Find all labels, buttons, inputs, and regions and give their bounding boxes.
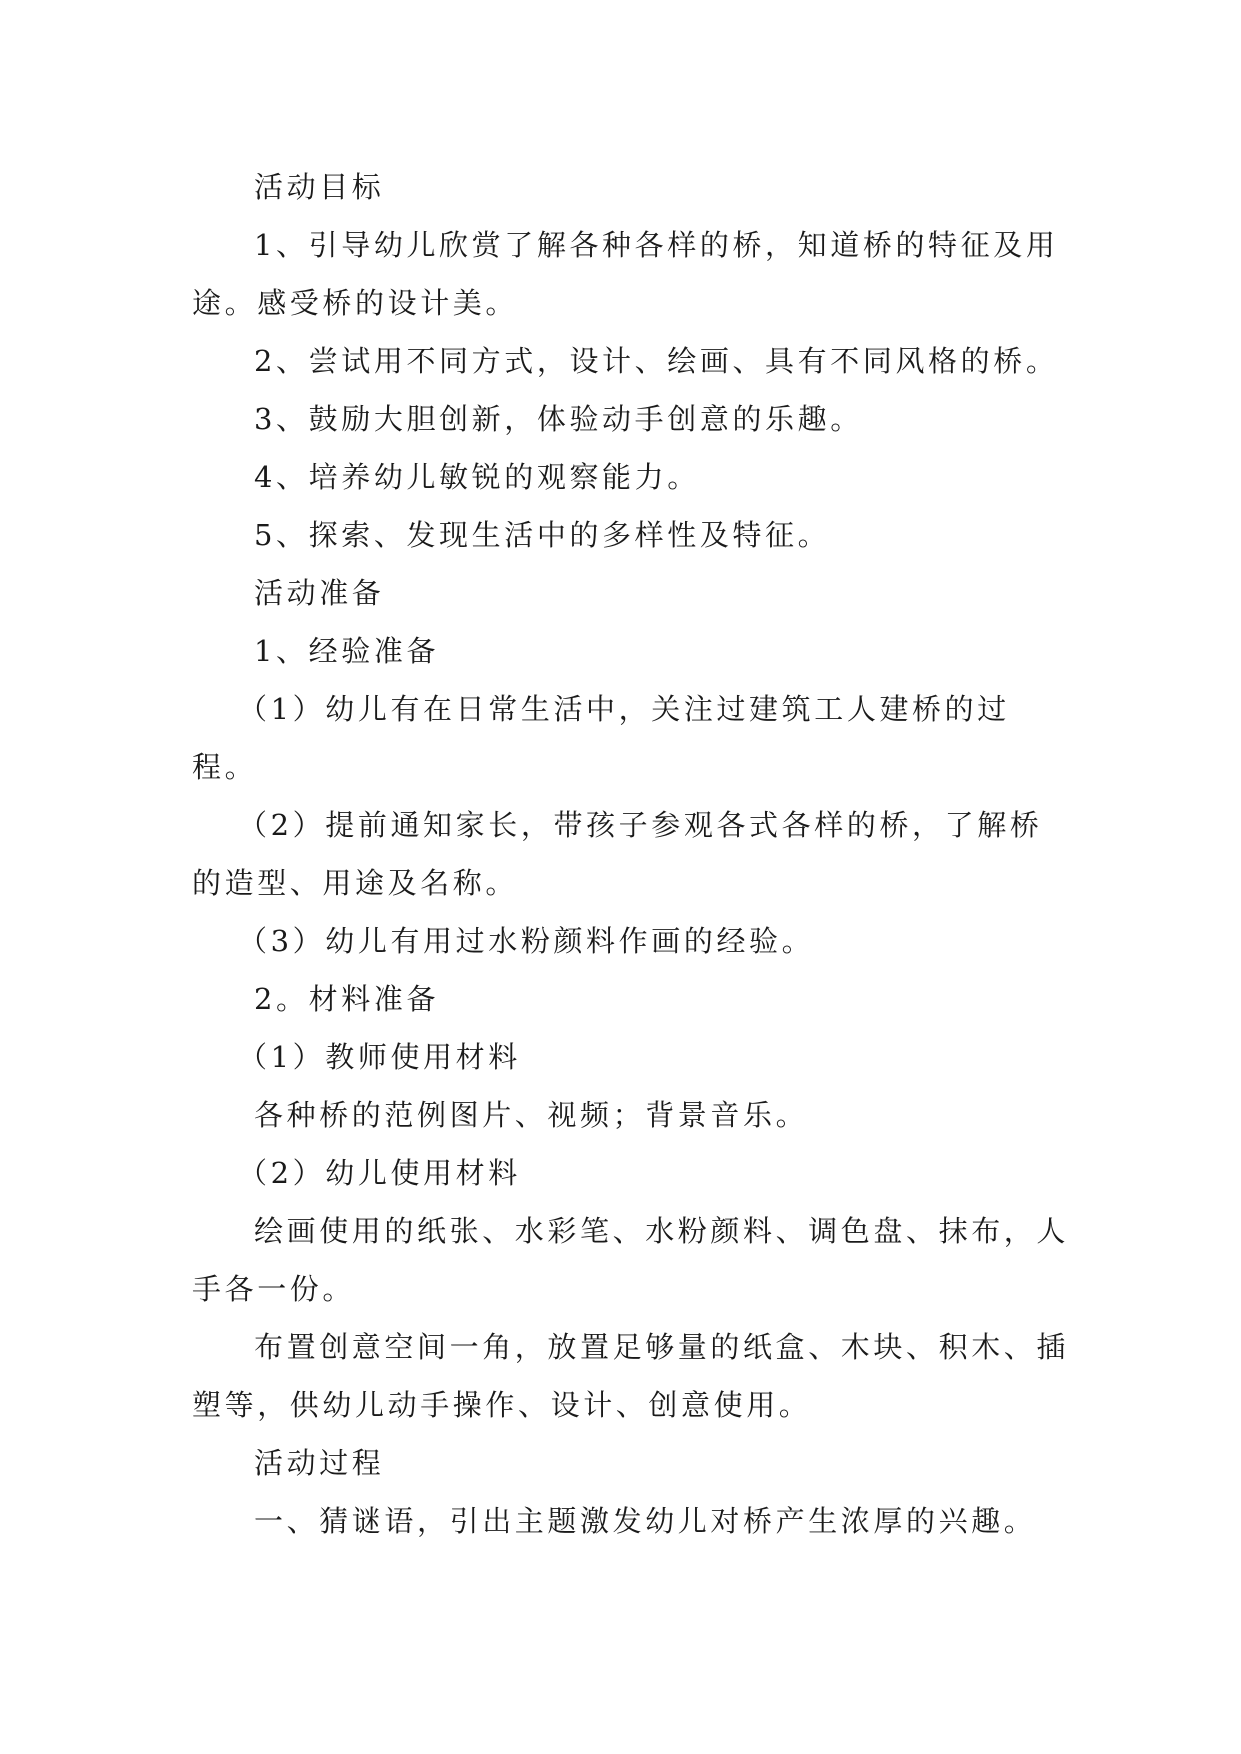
experience-item-1: （1）幼儿有在日常生活中，关注过建筑工人建桥的过程。 — [192, 692, 1010, 784]
heading-activity-goals: 活动目标 — [254, 170, 385, 204]
heading-activity-preparation: 活动准备 — [254, 576, 385, 610]
heading-activity-process: 活动过程 — [254, 1446, 385, 1480]
subheading-experience-preparation: 1、经验准备 — [254, 634, 440, 668]
goal-item-4: 4、培养幼儿敏锐的观察能力。 — [254, 460, 700, 494]
experience-item-2: （2）提前通知家长，带孩子参观各式各样的桥，了解桥的造型、用途及名称。 — [192, 808, 1043, 900]
child-materials-list: 绘画使用的纸张、水彩笔、水粉颜料、调色盘、抹布，人手各一份。 — [192, 1214, 1070, 1306]
goal-item-5: 5、探索、发现生活中的多样性及特征。 — [254, 518, 831, 552]
document-body — [192, 158, 1072, 1550]
goal-item-2: 2、尝试用不同方式，设计、绘画、具有不同风格的桥。 — [254, 344, 1059, 378]
process-step-1: 一、猜谜语，引出主题激发幼儿对桥产生浓厚的兴趣。 — [254, 1504, 1037, 1538]
teacher-materials-list: 各种桥的范例图片、视频；背景音乐。 — [254, 1098, 809, 1132]
subheading-teacher-materials: （1）教师使用材料 — [238, 1040, 521, 1074]
goal-item-1: 1、引导幼儿欣赏了解各种各样的桥，知道桥的特征及用途。感受桥的设计美。 — [192, 228, 1059, 320]
subheading-material-preparation: 2。材料准备 — [254, 982, 440, 1016]
goal-item-3: 3、鼓励大胆创新，体验动手创意的乐趣。 — [254, 402, 863, 436]
subheading-child-materials: （2）幼儿使用材料 — [238, 1156, 521, 1190]
creative-corner-setup: 布置创意空间一角，放置足够量的纸盒、木块、积木、插塑等，供幼儿动手操作、设计、创意使用。 — [192, 1330, 1070, 1422]
experience-item-3: （3）幼儿有用过水粉颜料作画的经验。 — [238, 924, 815, 958]
